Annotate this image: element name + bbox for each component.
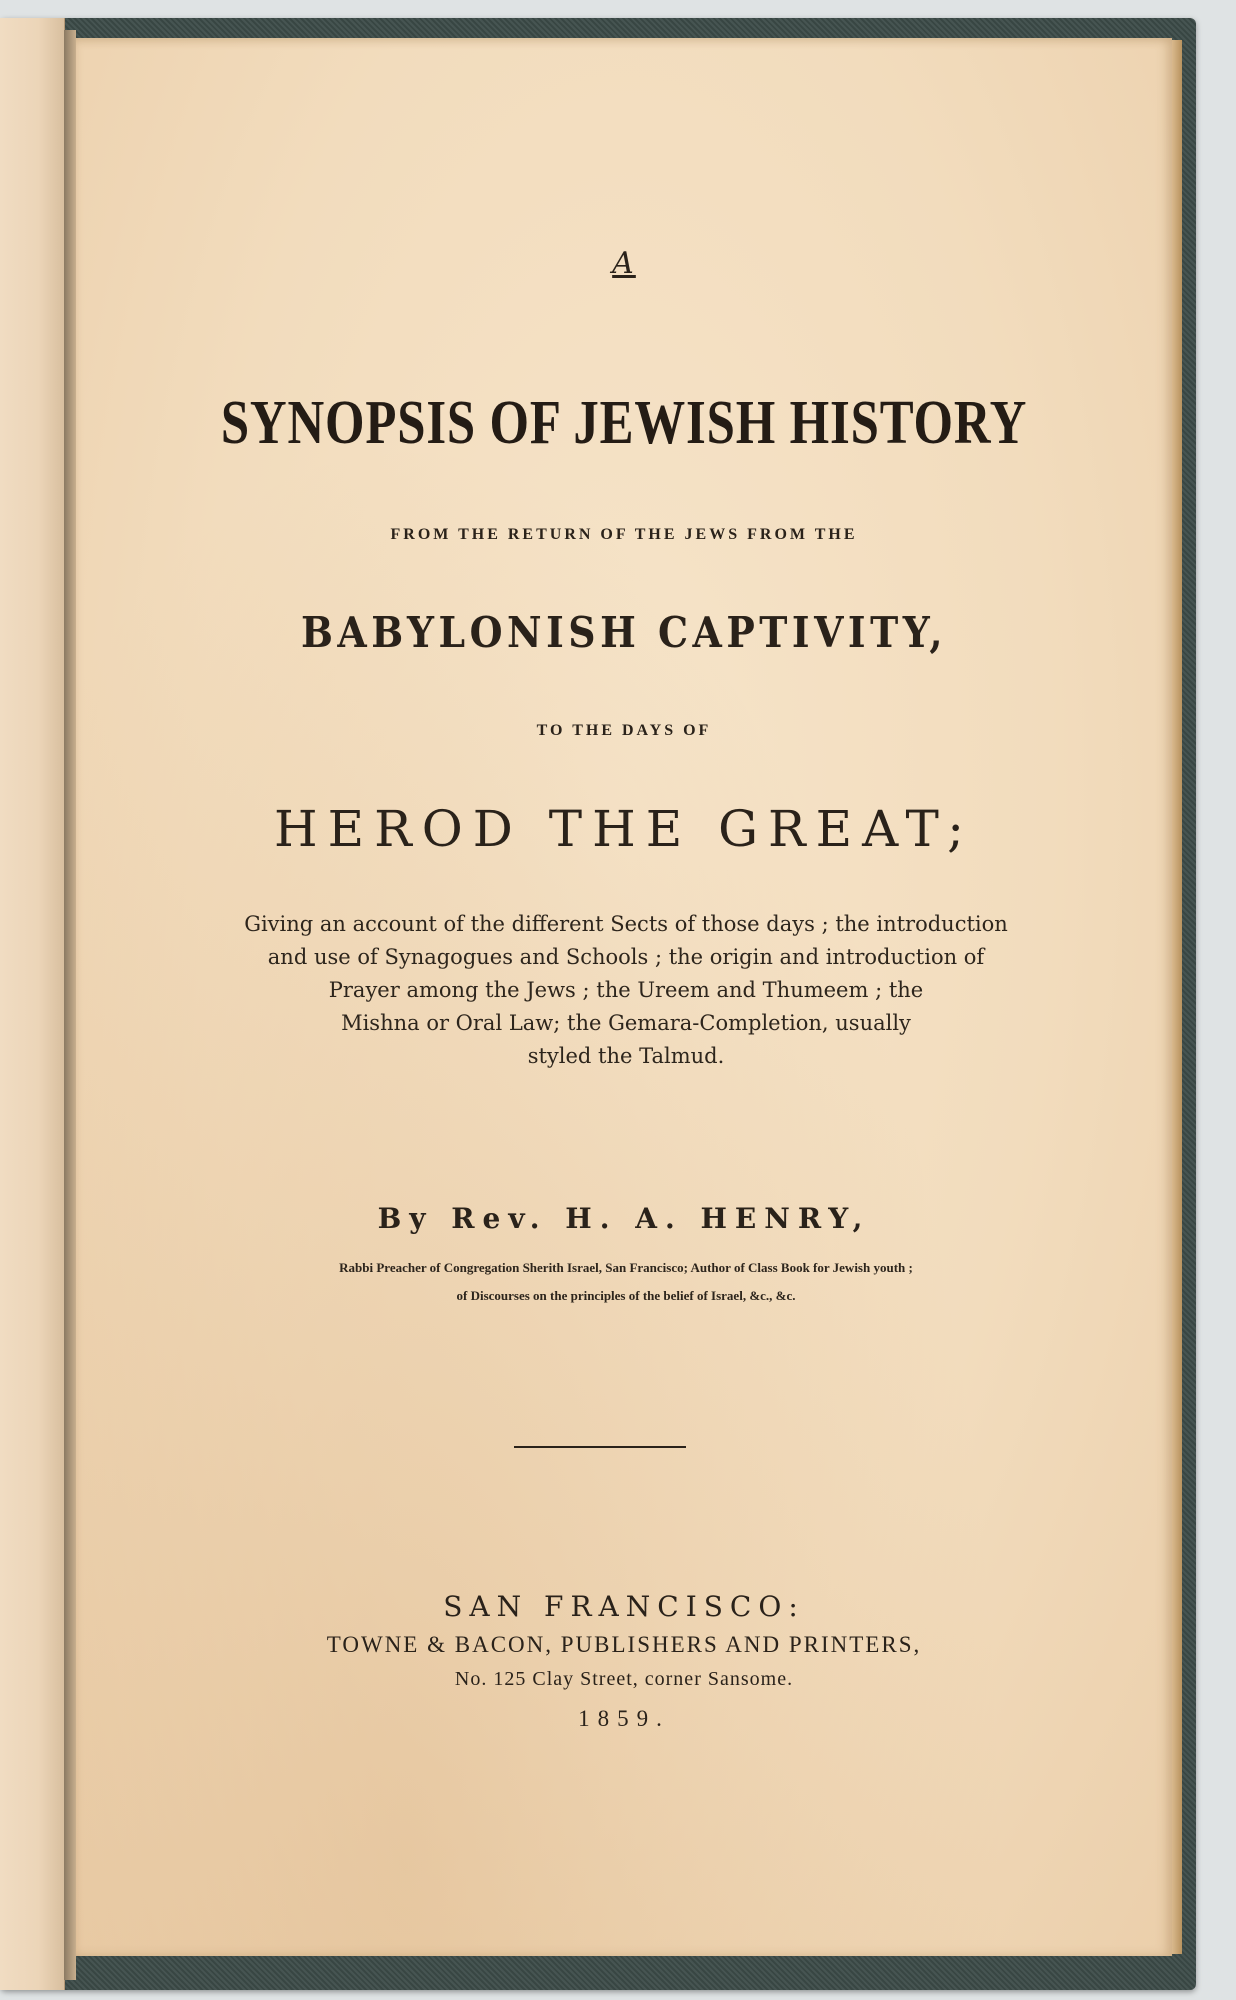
description-line: Giving an account of the different Sects of those days ; the introduction <box>244 912 1008 936</box>
description-line: and use of Synagogues and Schools ; the origin and introduction of <box>267 945 985 969</box>
subtitle-from-line: FROM THE RETURN OF THE JEWS FROM THE <box>390 526 858 543</box>
title-page <box>76 38 1172 1956</box>
description-line: Prayer among the Jews ; the Ureem and Thumeem ; the <box>328 978 924 1002</box>
imprint-year: 1859. <box>578 1706 670 1731</box>
author-credentials <box>176 1254 1076 1310</box>
credentials-line: of Discourses on the principles of the belief of Israel, &c., &c. <box>456 1288 796 1303</box>
description-line: styled the Talmud. <box>527 1044 725 1068</box>
imprint-address: No. 125 Clay Street, corner Sansome. <box>454 1668 794 1690</box>
description-line: Mishna or Oral Law; the Gemara-Completion, usually <box>341 1011 911 1035</box>
facing-page <box>0 18 65 1990</box>
divider-rule <box>514 1446 686 1448</box>
title-article: A <box>612 246 636 281</box>
book-gutter <box>64 30 76 1980</box>
subtitle-captivity: BABYLONISH CAPTIVITY, <box>300 608 948 657</box>
main-title: SYNOPSIS OF JEWISH HISTORY <box>220 389 1028 457</box>
description-paragraph <box>186 908 1066 1073</box>
page-edge <box>1172 40 1182 1954</box>
subtitle-to-days: TO THE DAYS OF <box>536 722 712 739</box>
imprint-publisher: TOWNE & BACON, PUBLISHERS AND PRINTERS, <box>326 1632 922 1657</box>
author-line: By Rev. H. A. HENRY, <box>377 1202 871 1235</box>
credentials-line: Rabbi Preacher of Congregation Sherith Israel, San Francisco; Author of Class Book for Jewish youth ; <box>339 1260 913 1275</box>
subtitle-herod: HEROD THE GREAT; <box>274 800 974 858</box>
imprint-city: SAN FRANCISCO: <box>443 1590 805 1623</box>
